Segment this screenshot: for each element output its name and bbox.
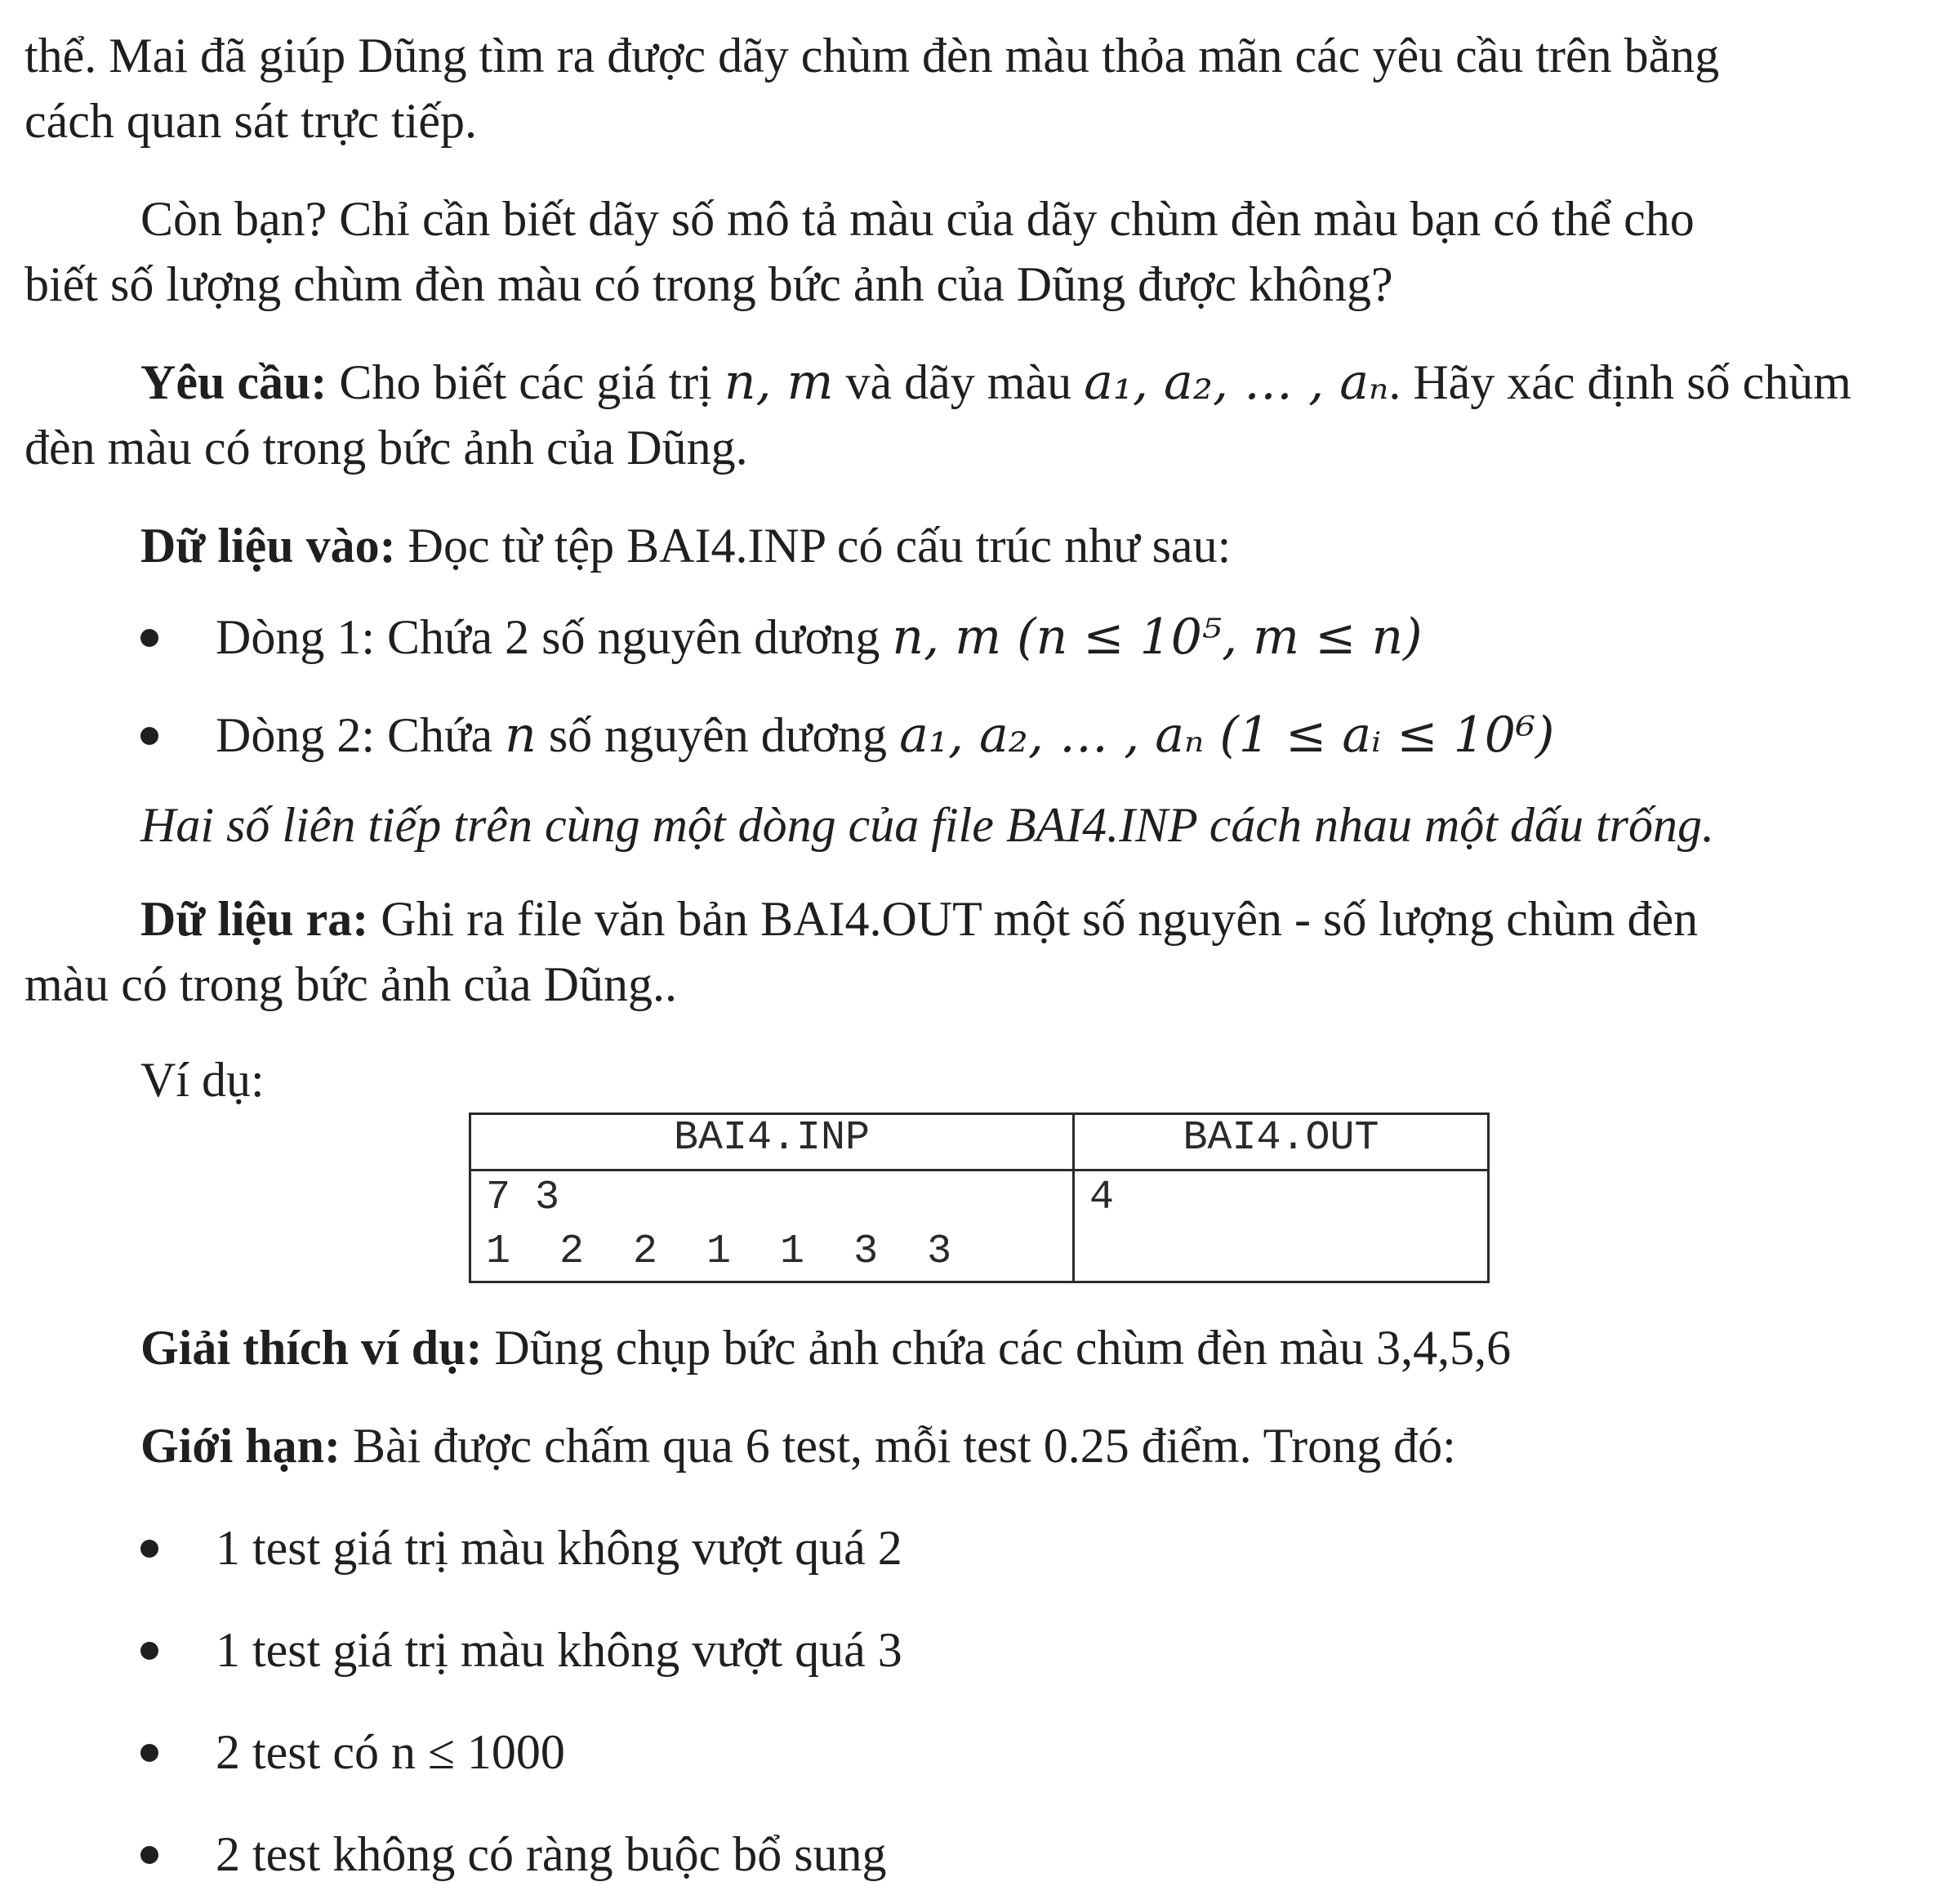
example-label: Ví dụ: <box>140 1053 265 1107</box>
input-text: Đọc từ tệp BAI4.INP có cấu trúc như sau: <box>395 519 1232 573</box>
input-bullet-2-math: a₁, a₂, … , aₙ (1 ≤ aᵢ ≤ 10⁶) <box>899 707 1555 764</box>
output-line2: màu có trong bức ảnh của Dũng.. <box>24 957 677 1011</box>
requirement-line2: đèn màu có trong bức ảnh của Dũng. <box>24 421 748 475</box>
bullet-icon <box>140 1744 158 1762</box>
example-output-cell: 4 <box>1074 1170 1489 1282</box>
output-heading <box>140 886 1936 952</box>
requirement-text-before: Cho biết các giá trị <box>327 355 724 409</box>
example-table <box>469 1112 1490 1283</box>
limits-heading <box>140 1413 1936 1478</box>
requirement-text-after: . Hãy xác định số chùm <box>1388 355 1851 409</box>
para2-line1: Còn bạn? Chỉ cần biết dãy số mô tả màu của dãy chùm đèn màu bạn có thể cho <box>140 192 1695 246</box>
limits-bullet-text: 1 test giá trị màu không vượt quá 2 <box>216 1521 902 1575</box>
input-label: Dữ liệu vào: <box>140 519 396 573</box>
requirement-vars: n, m <box>724 354 834 411</box>
output-label: Dữ liệu ra: <box>140 892 369 946</box>
example-header-input: BAI4.INP <box>470 1114 1074 1170</box>
para1-line1: thể. Mai đã giúp Dũng tìm ra được dãy chùm đèn màu thỏa mãn các yêu cầu trên bằng <box>24 29 1720 82</box>
requirement-label: Yêu cầu: <box>140 355 327 409</box>
requirement-line1 <box>140 350 1936 415</box>
example-table-row <box>470 1170 1489 1282</box>
para2-line2: biết số lượng chùm đèn màu có trong bức ảnh của Dũng được không? <box>24 257 1393 311</box>
limits-bullet-text: 1 test giá trị màu không vượt quá 3 <box>216 1623 902 1677</box>
explanation <box>140 1315 1936 1380</box>
limits-label: Giới hạn: <box>140 1419 341 1473</box>
example-header-output: BAI4.OUT <box>1074 1114 1489 1170</box>
input-bullet-2-text: Dòng 2: Chứa <box>216 708 506 762</box>
limits-bullet-text: 2 test có n ≤ 1000 <box>216 1725 565 1779</box>
input-bullet-2-text2: số nguyên dương <box>536 708 900 762</box>
bullet-icon <box>140 1540 158 1558</box>
input-heading <box>140 513 1936 578</box>
example-table-header-row <box>470 1114 1489 1170</box>
para1-line2: cách quan sát trực tiếp. <box>24 94 477 148</box>
bullet-icon <box>140 1642 158 1660</box>
limits-bullet-text: 2 test không có ràng buộc bổ sung <box>216 1827 887 1881</box>
example-input-cell: 7 3 1 2 2 1 1 3 3 <box>470 1170 1074 1282</box>
input-bullet-2-n: n <box>505 707 537 764</box>
input-bullet-1-text: Dòng 1: Chứa 2 số nguyên dương <box>216 610 893 664</box>
bullet-icon <box>140 629 158 647</box>
explanation-text: Dũng chụp bức ảnh chứa các chùm đèn màu 3,4,5,6 <box>482 1321 1512 1375</box>
bullet-icon <box>140 1846 158 1864</box>
bullet-icon <box>140 727 158 745</box>
output-text: Ghi ra file văn bản BAI4.OUT một số nguyên - số lượng chùm đèn <box>368 892 1699 946</box>
explanation-label: Giải thích ví dụ: <box>140 1321 483 1375</box>
input-note: Hai số liên tiếp trên cùng một dòng của file BAI4.INP cách nhau một dấu trống. <box>140 798 1714 852</box>
input-bullet-1-math: n, m (n ≤ 10⁵, m ≤ n) <box>892 609 1423 666</box>
limits-text: Bài được chấm qua 6 test, mỗi test 0.25 điểm. Trong đó: <box>340 1419 1456 1473</box>
requirement-text-mid: và dãy màu <box>833 355 1085 409</box>
requirement-seq: a₁, a₂, … , aₙ <box>1084 354 1389 411</box>
